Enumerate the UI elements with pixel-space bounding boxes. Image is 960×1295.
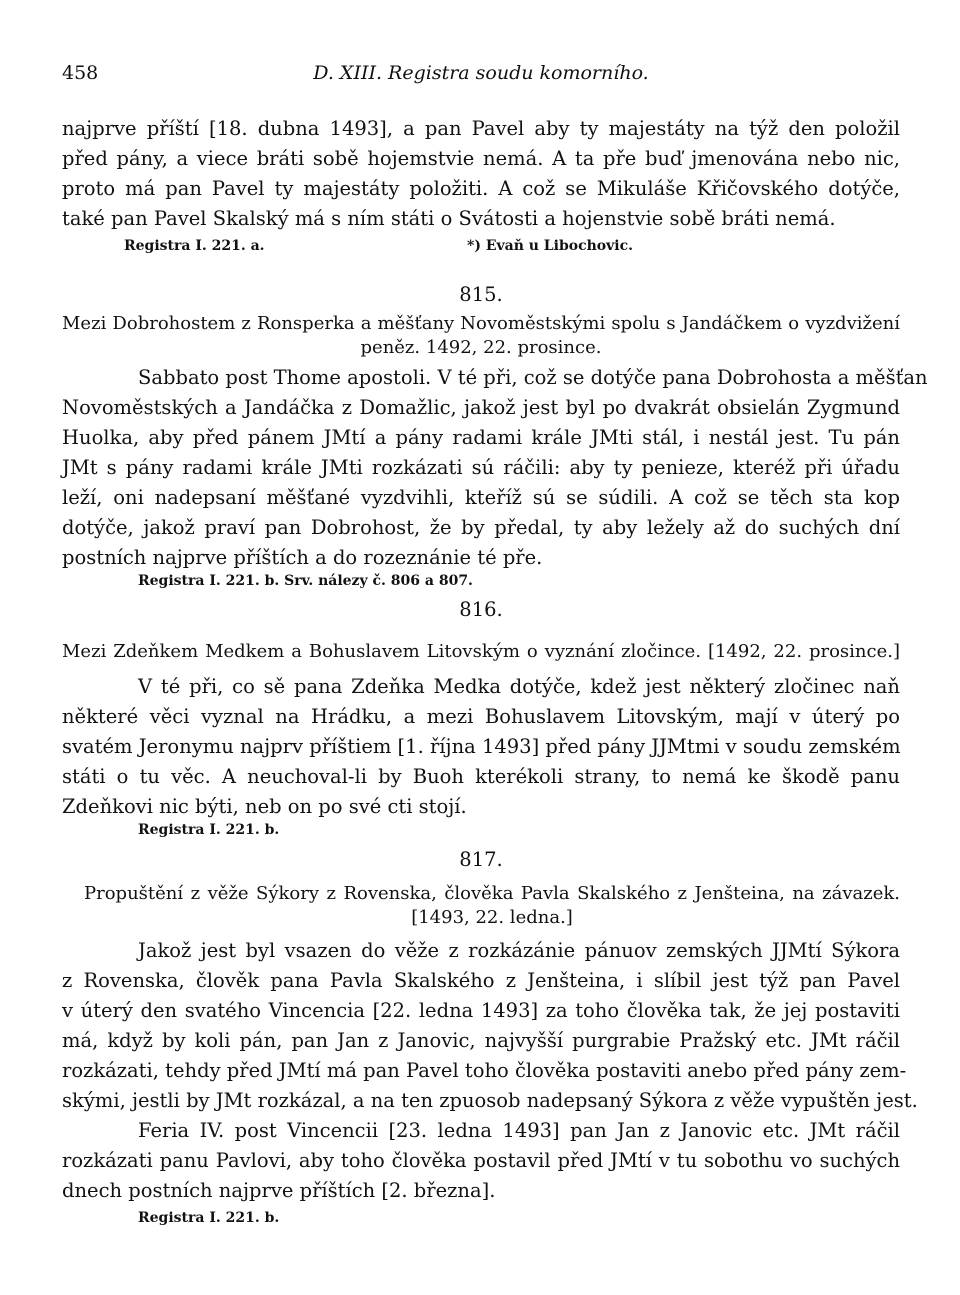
- text-line: dotýče, jakož praví pan Dobrohost, že by předal, ty aby ležely až do suchých dní: [62, 516, 900, 539]
- text-line: JMt s pány radami krále JMti rozkázati sú ráčili: aby ty penieze, kteréž při úřadu: [62, 456, 900, 479]
- heading-line: peněz. 1492, 22. prosince.: [360, 337, 602, 358]
- section-number: 815.: [459, 283, 503, 306]
- source-note: Registra I. 221. a.: [124, 238, 265, 254]
- text-line: rozkázati panu Pavlovi, aby toho člověka postavil před JMtí v tu sobothu vo suchých: [62, 1149, 900, 1172]
- text-line: V té při, co sě pana Zdeňka Medka dotýče, kdež jest některý zločinec naň: [138, 675, 900, 698]
- text-line: proto má pan Pavel ty majestáty položiti. A což se Mikuláše Křičovského dotýče,: [62, 177, 900, 200]
- text-line: Jakož jest byl vsazen do věže z rozkázánie pánuov zemských JJMtí Sýkora: [138, 939, 900, 962]
- heading-line: [1493, 22. ledna.]: [411, 907, 573, 928]
- text-line: leží, oni nadepsaní měšťané vyzdvihli, kteříž sú se súdili. A což se těch sta kop: [62, 486, 900, 509]
- page-header: [62, 62, 900, 90]
- source-note: Registra I. 221. b. Srv. nálezy č. 806 a 807.: [138, 573, 473, 589]
- text-line: před pány, a viece bráti sobě hojemstvie nemá. A ta pře buď jmenována nebo nic,: [62, 147, 900, 170]
- footnote: *) Evaň u Libochovic.: [467, 238, 633, 254]
- intro-paragraph: [62, 114, 900, 234]
- page-number: 458: [62, 62, 99, 84]
- section-heading: [62, 312, 900, 360]
- text-line: svatém Jeronymu najprv příštiem [1. října 1493] před pány JJMtmi v soudu zemském: [62, 735, 901, 758]
- text-line: Huolka, aby před pánem JMtí a pány radami krále JMti stál, i nestál jest. Tu pán: [62, 426, 900, 449]
- text-line: státi o tu věc. A neuchoval-li by Buoh kterékoli strany, to nemá ke škodě panu: [62, 765, 900, 788]
- text-line: některé věci vyznal na Hrádku, a mezi Bohuslavem Litovským, mají v úterý po: [62, 705, 900, 728]
- text-line: Novoměstských a Jandáčka z Domažlic, jakož jest byl po dvakrát obsielán Zygmund: [62, 396, 900, 419]
- text-line: postních najprve příštích a do rozeznánie té pře.: [62, 546, 543, 569]
- section-number: 817.: [459, 848, 503, 871]
- text-line: Zdeňkovi nic býti, neb on po své cti stojí.: [62, 795, 467, 818]
- heading-line: Mezi Dobrohostem z Ronsperka a měšťany Novoměstskými spolu s Jandáčkem o vyzdvižení: [62, 313, 900, 334]
- heading-line: Propuštění z věže Sýkory z Rovenska, člověka Pavla Skalského z Jenšteina, na závazek.: [84, 883, 900, 904]
- text-line: z Rovenska, člověk pana Pavla Skalského z Jenšteina, i slíbil jest týž pan Pavel: [62, 969, 900, 992]
- text-line: má, když by koli pán, pan Jan z Janovic, najvyšší purgrabie Pražský etc. JMt ráčil: [62, 1029, 900, 1052]
- text-line: rozkázati, tehdy před JMtí má pan Pavel toho člověka postaviti anebo před pány zem-: [62, 1059, 907, 1082]
- section-body: [62, 672, 900, 822]
- section-body: [62, 936, 918, 1206]
- text-line: dnech postních najprve příštích [2. března].: [62, 1179, 496, 1202]
- heading-line: Mezi Zdeňkem Medkem a Bohuslavem Litovským o vyznání zločince. [1492, 22. prosince.]: [62, 641, 900, 662]
- text-line: v úterý den svatého Vincencia [22. ledna 1493] za toho člověka tak, že jej postaviti: [62, 999, 900, 1022]
- text-line: skými, jestli by JMt rozkázal, a na ten zpuosob nadepsaný Sýkora z věže vypuštěn jest.: [62, 1089, 918, 1112]
- source-note: Registra I. 221. b.: [138, 822, 280, 838]
- text-line: najprve příští [18. dubna 1493], a pan Pavel aby ty majestáty na týž den položil: [62, 117, 900, 140]
- text-line: Sabbato post Thome apostoli. V té při, což se dotýče pana Dobrohosta a měšťan: [138, 366, 928, 389]
- section-number: 816.: [459, 598, 503, 621]
- section-heading: [62, 882, 900, 930]
- source-note: Registra I. 221. b.: [138, 1210, 280, 1226]
- running-title: D. XIII. Registra soudu komorního.: [313, 62, 649, 84]
- text-line: Feria IV. post Vincencii [23. ledna 1493] pan Jan z Janovic etc. JMt ráčil: [138, 1119, 900, 1142]
- text-line: také pan Pavel Skalský má s ním státi o Svátosti a hojenstvie sobě bráti nemá.: [62, 207, 836, 230]
- section-body: [62, 363, 928, 573]
- section-heading: [62, 640, 900, 664]
